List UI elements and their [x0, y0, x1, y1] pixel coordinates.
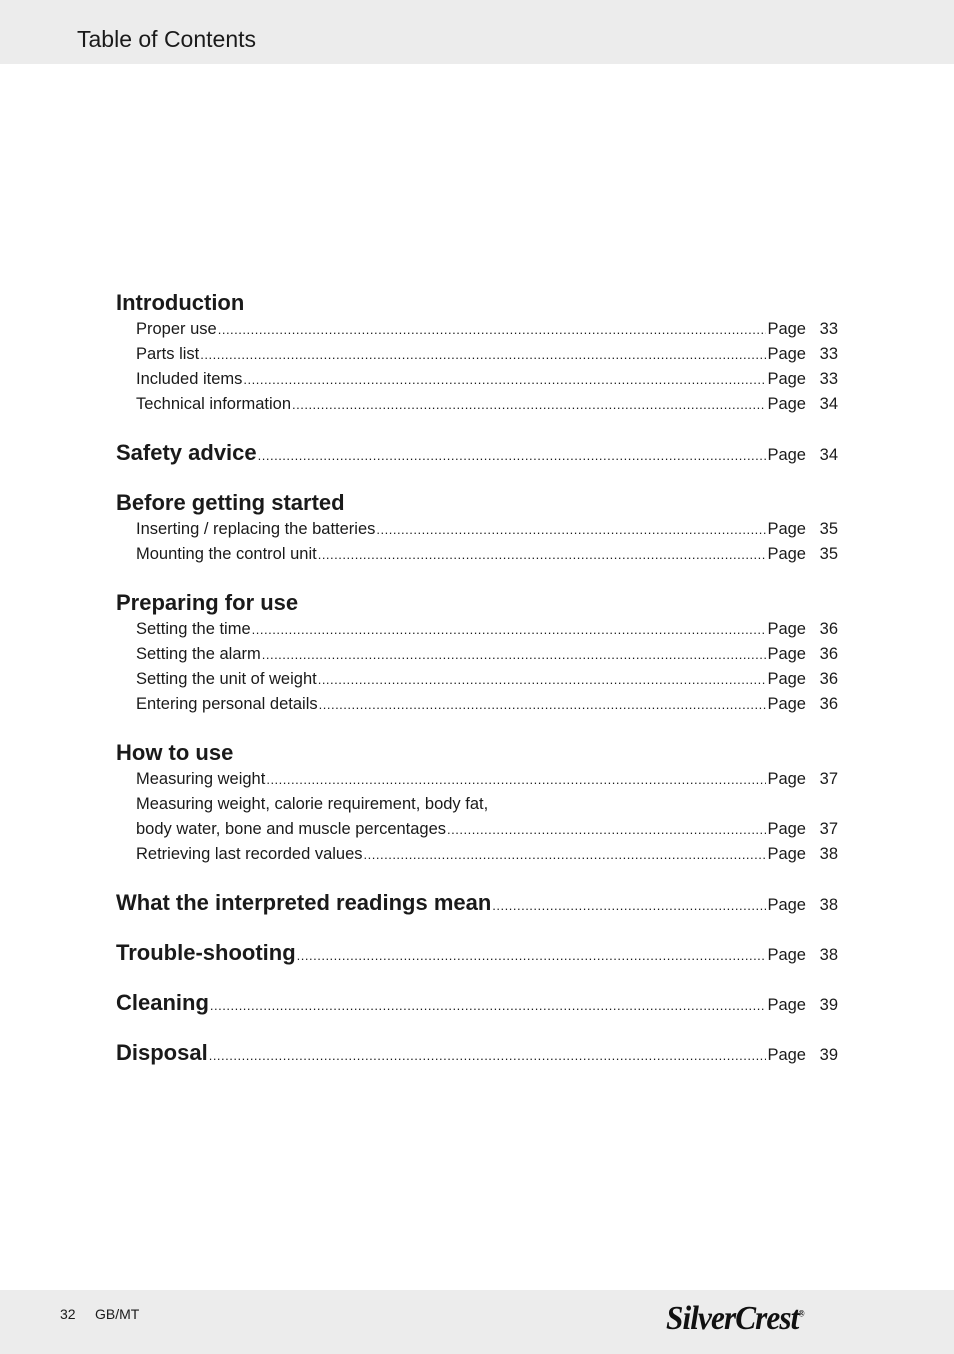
page-ref: Page 37 — [767, 820, 838, 838]
entry-label: Included items — [136, 370, 243, 388]
dot-leader — [447, 823, 766, 836]
entry-label: Trouble-shooting — [116, 940, 296, 965]
page-ref: Page 36 — [767, 620, 838, 638]
footer-language-code: GB/MT — [95, 1306, 140, 1322]
entry-label: Setting the unit of weight — [136, 670, 317, 688]
dot-leader — [252, 623, 767, 636]
toc-entry-measuring-body-line1[interactable]: Measuring weight, calorie requirement, body fat, — [136, 795, 489, 813]
page-ref: Page 33 — [767, 370, 838, 388]
page-ref: Page 35 — [767, 520, 838, 538]
dot-leader — [266, 773, 766, 786]
page-ref: Page 36 — [767, 670, 838, 688]
toc-entry-safety-advice[interactable] — [116, 442, 838, 464]
toc-entry-measuring-weight[interactable] — [136, 771, 838, 788]
toc-entry-included-items[interactable] — [136, 371, 838, 388]
toc-heading-preparing-for-use: Preparing for use — [116, 590, 299, 615]
entry-label: Disposal — [116, 1040, 208, 1065]
page-ref: Page 34 — [767, 395, 838, 413]
entry-label: Parts list — [136, 345, 200, 363]
toc-entry-personal-details[interactable] — [136, 696, 838, 713]
dot-leader — [243, 373, 766, 386]
page-ref: Page 36 — [767, 645, 838, 663]
page-ref: Page 34 — [767, 446, 838, 464]
dot-leader — [200, 348, 766, 361]
entry-label: Inserting / replacing the batteries — [136, 520, 376, 538]
toc-entry-cleaning[interactable] — [116, 992, 838, 1014]
entry-label: Retrieving last recorded values — [136, 845, 363, 863]
dot-leader — [258, 449, 767, 462]
toc-entry-measuring-body-line2[interactable] — [136, 821, 838, 838]
page-ref: Page 38 — [767, 896, 838, 914]
page-ref: Page 39 — [767, 996, 838, 1014]
dot-leader — [364, 848, 767, 861]
entry-label: Cleaning — [116, 990, 209, 1015]
toc-entry-disposal[interactable] — [116, 1042, 838, 1064]
toc-entry-proper-use[interactable] — [136, 321, 838, 338]
toc-heading-before-getting-started: Before getting started — [116, 490, 345, 515]
page-ref: Page 38 — [767, 845, 838, 863]
toc-entry-batteries[interactable] — [136, 521, 838, 538]
toc-entry-setting-time[interactable] — [136, 621, 838, 638]
dot-leader — [292, 398, 766, 411]
toc-heading-how-to-use: How to use — [116, 740, 234, 765]
toc-entry-unit-of-weight[interactable] — [136, 671, 838, 688]
dot-leader — [319, 698, 767, 711]
dot-leader — [318, 548, 767, 561]
entry-label: What the interpreted readings mean — [116, 890, 492, 915]
entry-label: Technical information — [136, 395, 291, 413]
dot-leader — [297, 949, 767, 962]
dot-leader — [492, 899, 766, 912]
entry-label: Setting the alarm — [136, 645, 261, 663]
page-ref: Page 37 — [767, 770, 838, 788]
dot-leader — [210, 999, 767, 1012]
dot-leader — [209, 1049, 767, 1062]
entry-label: Mounting the control unit — [136, 545, 317, 563]
page-ref: Page 39 — [767, 1046, 838, 1064]
toc-entry-setting-alarm[interactable] — [136, 646, 838, 663]
toc-entry-interpreted-readings[interactable] — [116, 892, 838, 914]
toc-entry-trouble-shooting[interactable] — [116, 942, 838, 964]
page-title: Table of Contents — [77, 26, 257, 52]
dot-leader — [262, 648, 767, 661]
page-ref: Page 38 — [767, 946, 838, 964]
entry-label: Proper use — [136, 320, 217, 338]
brand-logo: SilverCrest® — [666, 1300, 805, 1337]
toc-entry-parts-list[interactable] — [136, 346, 838, 363]
page-ref: Page 33 — [767, 345, 838, 363]
entry-label: Measuring weight — [136, 770, 266, 788]
toc-entry-retrieving-values[interactable] — [136, 846, 838, 863]
dot-leader — [318, 673, 767, 686]
footer-band — [0, 1290, 954, 1354]
toc-heading-introduction: Introduction — [116, 290, 245, 315]
page-ref: Page 35 — [767, 545, 838, 563]
toc-entry-mounting-control-unit[interactable] — [136, 546, 838, 563]
dot-leader — [218, 323, 767, 336]
page-ref: Page 33 — [767, 320, 838, 338]
entry-label: Safety advice — [116, 440, 257, 465]
entry-label: Entering personal details — [136, 695, 318, 713]
page-ref: Page 36 — [767, 695, 838, 713]
entry-label: Setting the time — [136, 620, 251, 638]
footer-page-number: 32 — [60, 1306, 76, 1322]
entry-label: body water, bone and muscle percentages — [136, 820, 447, 838]
toc-entry-technical-information[interactable] — [136, 396, 838, 413]
dot-leader — [376, 523, 766, 536]
